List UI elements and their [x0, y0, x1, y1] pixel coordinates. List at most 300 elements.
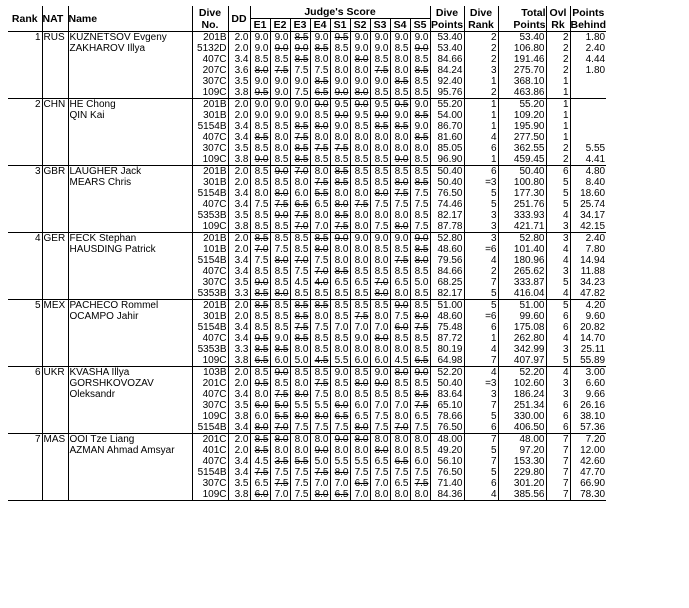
judge-score: 8.5	[250, 210, 270, 221]
judge-score: 6.0	[350, 400, 370, 411]
overall-rank: 4	[546, 288, 570, 300]
dive-number: 407C	[192, 199, 228, 210]
total-points: 421.71	[498, 221, 546, 233]
dive-points: 82.17	[430, 288, 464, 300]
dive-no-header-line2: No.	[201, 18, 219, 31]
team-nat	[42, 266, 68, 277]
dive-rank: 3	[464, 389, 498, 400]
judge-score: 7.5	[290, 210, 310, 221]
total-points: 99.60	[498, 311, 546, 322]
judge-score: 8.5	[330, 311, 350, 322]
judge-score: 7.5	[410, 400, 430, 411]
dive-number: 5353B	[192, 288, 228, 300]
judge-score: 8.5	[290, 367, 310, 379]
dive-rank-header-line2: Rank	[468, 18, 494, 31]
judge-score: 8.0	[390, 65, 410, 76]
overall-rank: 2	[546, 54, 570, 65]
judge-score: 8.5	[290, 300, 310, 312]
team-rank	[8, 199, 42, 210]
judge-score: 9.0	[370, 43, 390, 54]
judge-score: 8.5	[390, 266, 410, 277]
judge-score: 8.5	[250, 54, 270, 65]
dive-rank: 7	[464, 400, 498, 411]
team-rank	[8, 244, 42, 255]
team-nat	[42, 288, 68, 300]
judge-score: 8.5	[330, 177, 350, 188]
overall-rank: 4	[546, 210, 570, 221]
judge-score: 7.5	[310, 65, 330, 76]
dive-points: 55.20	[430, 99, 464, 111]
judge-score: 8.5	[410, 110, 430, 121]
judge-score: 9.0	[270, 32, 290, 44]
judge-header-e2: E2	[270, 19, 290, 32]
judge-score: 8.5	[250, 143, 270, 154]
judge-score: 6.5	[410, 411, 430, 422]
judge-score: 5.5	[290, 456, 310, 467]
judge-score: 9.0	[270, 367, 290, 379]
team-rank	[8, 411, 42, 422]
judge-score: 8.5	[310, 233, 330, 245]
dive-rank: 1	[464, 154, 498, 166]
dive-rank: 5	[464, 445, 498, 456]
judge-score: 8.5	[390, 43, 410, 54]
judge-score: 8.5	[350, 288, 370, 300]
judge-score: 8.0	[390, 434, 410, 446]
judge-score: 8.5	[270, 322, 290, 333]
total-points: 51.00	[498, 300, 546, 312]
judge-score: 5.0	[290, 355, 310, 367]
dive-points: 83.64	[430, 389, 464, 400]
judge-score: 8.0	[330, 467, 350, 478]
judge-score: 8.0	[290, 434, 310, 446]
total-points: 416.04	[498, 288, 546, 300]
degree-of-difficulty: 3.3	[228, 344, 250, 355]
judge-score: 8.5	[270, 344, 290, 355]
judge-score: 9.0	[270, 210, 290, 221]
degree-of-difficulty: 3.4	[228, 132, 250, 143]
degree-of-difficulty: 3.4	[228, 199, 250, 210]
points-behind: 8.40	[570, 177, 606, 188]
judge-score: 8.0	[370, 445, 390, 456]
judge-score: 9.0	[330, 233, 350, 245]
dive-rank-header	[464, 6, 498, 32]
dive-points: 71.40	[430, 478, 464, 489]
judge-score: 7.5	[410, 188, 430, 199]
judge-score: 8.0	[310, 166, 330, 178]
dive-row	[8, 233, 606, 245]
judge-score: 8.0	[270, 434, 290, 446]
total-points: 368.10	[498, 76, 546, 87]
judge-score: 8.5	[310, 344, 330, 355]
judge-score: 8.0	[310, 132, 330, 143]
judge-score: 8.0	[370, 344, 390, 355]
team-rank	[8, 322, 42, 333]
dive-rank: 1	[464, 121, 498, 132]
team-nat	[42, 422, 68, 434]
overall-rank: 2	[546, 65, 570, 76]
judge-score: 8.0	[330, 132, 350, 143]
judge-score: 8.0	[330, 65, 350, 76]
judge-score: 8.5	[310, 300, 330, 312]
judge-score: 8.5	[290, 311, 310, 322]
dive-row	[8, 467, 606, 478]
team-rank	[8, 43, 42, 54]
judge-score: 7.5	[310, 378, 330, 389]
judge-score: 4.5	[290, 277, 310, 288]
judge-score: 9.0	[330, 110, 350, 121]
judge-score: 8.5	[410, 266, 430, 277]
judge-score: 8.5	[250, 221, 270, 233]
judge-score: 9.0	[410, 32, 430, 44]
team-nat	[42, 322, 68, 333]
diver-name: FECK Stephan	[68, 233, 192, 245]
team-rank	[8, 143, 42, 154]
judge-score: 6.5	[350, 277, 370, 288]
judge-score: 6.5	[350, 411, 370, 422]
judge-score: 8.0	[350, 434, 370, 446]
points-behind	[570, 76, 606, 87]
points-behind	[570, 110, 606, 121]
degree-of-difficulty: 2.0	[228, 244, 250, 255]
judge-score: 7.5	[330, 422, 350, 434]
dive-number: 407C	[192, 132, 228, 143]
dive-row	[8, 445, 606, 456]
dive-number: 201B	[192, 99, 228, 111]
dive-rank: 1	[464, 99, 498, 111]
judge-score: 8.0	[250, 188, 270, 199]
judge-score: 8.0	[350, 143, 370, 154]
judge-score: 8.5	[390, 389, 410, 400]
points-behind: 14.70	[570, 333, 606, 344]
judge-score: 8.5	[410, 389, 430, 400]
judge-score: 7.5	[310, 467, 330, 478]
dive-points: 52.20	[430, 367, 464, 379]
total-points: 275.70	[498, 65, 546, 76]
judge-score: 8.0	[290, 411, 310, 422]
dive-rank: 2	[464, 32, 498, 44]
judge-score: 7.5	[370, 467, 390, 478]
team-rank	[8, 188, 42, 199]
degree-of-difficulty: 3.5	[228, 210, 250, 221]
team-rank	[8, 154, 42, 166]
judge-score: 8.0	[290, 344, 310, 355]
judge-score: 8.0	[270, 188, 290, 199]
points-behind	[570, 87, 606, 99]
judge-score: 8.5	[330, 210, 350, 221]
judge-score: 8.5	[270, 300, 290, 312]
degree-of-difficulty: 3.4	[228, 389, 250, 400]
judge-score: 8.0	[350, 344, 370, 355]
dive-rank: =3	[464, 378, 498, 389]
dive-rank: 7	[464, 355, 498, 367]
dive-number: 5154B	[192, 422, 228, 434]
judge-score: 7.5	[290, 322, 310, 333]
team-nat	[42, 54, 68, 65]
judge-score: 8.0	[310, 210, 330, 221]
team-rank	[8, 65, 42, 76]
judge-score: 9.0	[330, 87, 350, 99]
total-points: 97.20	[498, 445, 546, 456]
team-nat	[42, 43, 68, 54]
judge-score: 9.0	[390, 110, 410, 121]
dive-points: 68.25	[430, 277, 464, 288]
judge-score: 9.0	[290, 76, 310, 87]
judge-score: 8.5	[350, 177, 370, 188]
judge-score: 7.5	[390, 311, 410, 322]
dive-row	[8, 87, 606, 99]
team-rank: 7	[8, 434, 42, 446]
total-points: 186.24	[498, 389, 546, 400]
diver-name	[68, 400, 192, 411]
points-behind: 55.89	[570, 355, 606, 367]
dive-number: 307C	[192, 400, 228, 411]
degree-of-difficulty: 3.5	[228, 400, 250, 411]
judge-score: 8.5	[410, 288, 430, 300]
overall-rank: 1	[546, 110, 570, 121]
judge-score: 8.5	[410, 244, 430, 255]
judge-score: 7.0	[310, 478, 330, 489]
judge-score: 9.5	[250, 87, 270, 99]
total-points-header-line1: Total	[521, 6, 546, 19]
points-behind: 47.82	[570, 288, 606, 300]
judge-score: 8.0	[310, 411, 330, 422]
overall-rank: 3	[546, 221, 570, 233]
total-points: 251.34	[498, 400, 546, 411]
judge-score: 8.5	[410, 54, 430, 65]
judge-score: 8.0	[350, 244, 370, 255]
dive-points: 65.10	[430, 400, 464, 411]
points-behind: 9.66	[570, 389, 606, 400]
judge-score: 6.5	[310, 87, 330, 99]
judge-score: 8.5	[290, 32, 310, 44]
judge-score: 8.0	[410, 143, 430, 154]
dive-rank: 4	[464, 255, 498, 266]
judge-score: 8.5	[370, 300, 390, 312]
judge-score: 9.0	[270, 76, 290, 87]
dive-row	[8, 422, 606, 434]
judge-score: 9.0	[310, 445, 330, 456]
dive-points: 50.40	[430, 166, 464, 178]
judge-score: 7.0	[370, 478, 390, 489]
dive-rank: 6	[464, 166, 498, 178]
judge-score: 5.0	[270, 400, 290, 411]
dive-row	[8, 355, 606, 367]
judge-score: 6.5	[410, 355, 430, 367]
overall-rank: 6	[546, 400, 570, 411]
judge-score: 8.5	[330, 288, 350, 300]
dive-points: 79.56	[430, 255, 464, 266]
judge-score: 7.0	[390, 422, 410, 434]
total-points: 277.50	[498, 132, 546, 143]
team-rank	[8, 266, 42, 277]
points-behind-header-line2: Behind	[570, 18, 607, 31]
dive-points: 48.60	[430, 311, 464, 322]
team-nat: RUS	[42, 32, 68, 44]
team-rank	[8, 467, 42, 478]
dive-rank-header-line1: Dive	[469, 6, 493, 19]
degree-of-difficulty: 3.6	[228, 65, 250, 76]
degree-of-difficulty: 2.0	[228, 43, 250, 54]
team-nat	[42, 400, 68, 411]
team-nat	[42, 244, 68, 255]
team-rank	[8, 311, 42, 322]
judge-score: 8.0	[410, 255, 430, 266]
judge-score: 7.0	[390, 400, 410, 411]
judge-score: 7.5	[410, 221, 430, 233]
judge-score: 8.5	[330, 166, 350, 178]
dive-points: 53.40	[430, 43, 464, 54]
degree-of-difficulty: 3.5	[228, 143, 250, 154]
judge-score: 8.5	[350, 367, 370, 379]
degree-of-difficulty: 3.4	[228, 54, 250, 65]
points-behind: 12.00	[570, 445, 606, 456]
points-behind: 25.74	[570, 199, 606, 210]
judge-score: 7.5	[310, 422, 330, 434]
judge-score: 8.5	[370, 266, 390, 277]
judge-score: 8.5	[350, 266, 370, 277]
dive-row	[8, 344, 606, 355]
team-nat	[42, 210, 68, 221]
team-nat	[42, 411, 68, 422]
diver-name	[68, 221, 192, 233]
degree-of-difficulty: 3.4	[228, 188, 250, 199]
overall-rank: 1	[546, 99, 570, 111]
judge-score: 9.0	[370, 110, 390, 121]
degree-of-difficulty: 2.0	[228, 445, 250, 456]
judge-score: 9.0	[370, 76, 390, 87]
judge-score: 8.0	[270, 445, 290, 456]
nat-header: NAT	[42, 6, 68, 32]
dive-number: 307C	[192, 478, 228, 489]
judge-score: 7.5	[290, 489, 310, 501]
judge-score: 8.5	[310, 43, 330, 54]
judge-header-s5: S5	[410, 19, 430, 32]
dive-points: 85.05	[430, 143, 464, 154]
judge-score: 8.5	[390, 333, 410, 344]
judge-score: 9.0	[270, 333, 290, 344]
overall-rank: 7	[546, 434, 570, 446]
diver-name	[68, 411, 192, 422]
dive-number: 307C	[192, 143, 228, 154]
judge-score: 8.5	[350, 154, 370, 166]
judge-score: 8.0	[410, 311, 430, 322]
judge-score: 5.5	[310, 188, 330, 199]
judge-score: 8.0	[350, 445, 370, 456]
dive-points: 48.00	[430, 434, 464, 446]
points-behind: 47.70	[570, 467, 606, 478]
diver-name	[68, 489, 192, 501]
team-nat: UKR	[42, 367, 68, 379]
judge-score: 8.5	[410, 132, 430, 143]
judge-score: 8.0	[410, 489, 430, 501]
degree-of-difficulty: 3.4	[228, 121, 250, 132]
judge-score: 7.5	[390, 255, 410, 266]
judge-score: 8.5	[370, 389, 390, 400]
judge-score: 8.0	[370, 311, 390, 322]
judge-score: 8.0	[330, 244, 350, 255]
dive-points: 76.50	[430, 188, 464, 199]
dive-number: 109C	[192, 489, 228, 501]
judge-score: 8.5	[330, 378, 350, 389]
judge-score: 8.5	[410, 300, 430, 312]
points-behind: 4.80	[570, 166, 606, 178]
diver-name	[68, 255, 192, 266]
judge-score: 7.5	[350, 311, 370, 322]
judge-score: 8.0	[350, 54, 370, 65]
dive-points: 75.48	[430, 322, 464, 333]
judge-score: 6.5	[250, 478, 270, 489]
judge-score: 9.0	[250, 154, 270, 166]
dive-rank: =3	[464, 177, 498, 188]
total-points: 153.30	[498, 456, 546, 467]
overall-rank: 2	[546, 143, 570, 154]
judge-score: 7.0	[270, 489, 290, 501]
judge-score: 7.5	[370, 199, 390, 210]
team-nat	[42, 177, 68, 188]
dive-row	[8, 210, 606, 221]
diver-name	[68, 210, 192, 221]
judge-score: 8.5	[390, 378, 410, 389]
judge-score: 8.0	[330, 54, 350, 65]
degree-of-difficulty: 3.4	[228, 467, 250, 478]
overall-rank: 4	[546, 333, 570, 344]
judge-score: 7.5	[310, 255, 330, 266]
judge-score: 7.0	[370, 400, 390, 411]
total-points: 463.86	[498, 87, 546, 99]
judge-score: 9.5	[390, 99, 410, 111]
dive-number: 109C	[192, 221, 228, 233]
team-nat	[42, 467, 68, 478]
judge-score: 7.0	[250, 244, 270, 255]
judge-score: 8.5	[410, 378, 430, 389]
judge-score: 8.0	[290, 389, 310, 400]
judge-score: 8.5	[410, 177, 430, 188]
judge-score: 8.0	[370, 434, 390, 446]
dive-number: 5353B	[192, 210, 228, 221]
judge-score: 7.5	[290, 87, 310, 99]
team-nat	[42, 333, 68, 344]
degree-of-difficulty: 2.0	[228, 32, 250, 44]
dive-rank: 3	[464, 210, 498, 221]
judge-score: 7.5	[250, 199, 270, 210]
judge-score: 9.0	[350, 43, 370, 54]
dive-rank: 3	[464, 65, 498, 76]
judge-score: 5.5	[310, 400, 330, 411]
total-points: 330.00	[498, 411, 546, 422]
total-points: 101.40	[498, 244, 546, 255]
dive-number: 5154B	[192, 255, 228, 266]
judge-score: 9.0	[290, 43, 310, 54]
dive-rank: 4	[464, 367, 498, 379]
total-points: 109.20	[498, 110, 546, 121]
team-rank	[8, 221, 42, 233]
team-rank: 6	[8, 367, 42, 379]
judge-score: 9.5	[250, 333, 270, 344]
total-points: 106.80	[498, 43, 546, 54]
judge-score: 9.0	[350, 99, 370, 111]
dive-number: 201B	[192, 166, 228, 178]
judge-score: 8.0	[290, 177, 310, 188]
judge-score: 7.5	[270, 65, 290, 76]
total-points: 385.56	[498, 489, 546, 501]
points-behind: 26.16	[570, 400, 606, 411]
judge-score: 9.0	[330, 434, 350, 446]
dive-points: 84.66	[430, 266, 464, 277]
judges-header: Judge's Score	[250, 6, 430, 19]
judge-score: 8.5	[250, 288, 270, 300]
dive-number: 109C	[192, 154, 228, 166]
diver-name: KUZNETSOV Evgeny	[68, 32, 192, 44]
